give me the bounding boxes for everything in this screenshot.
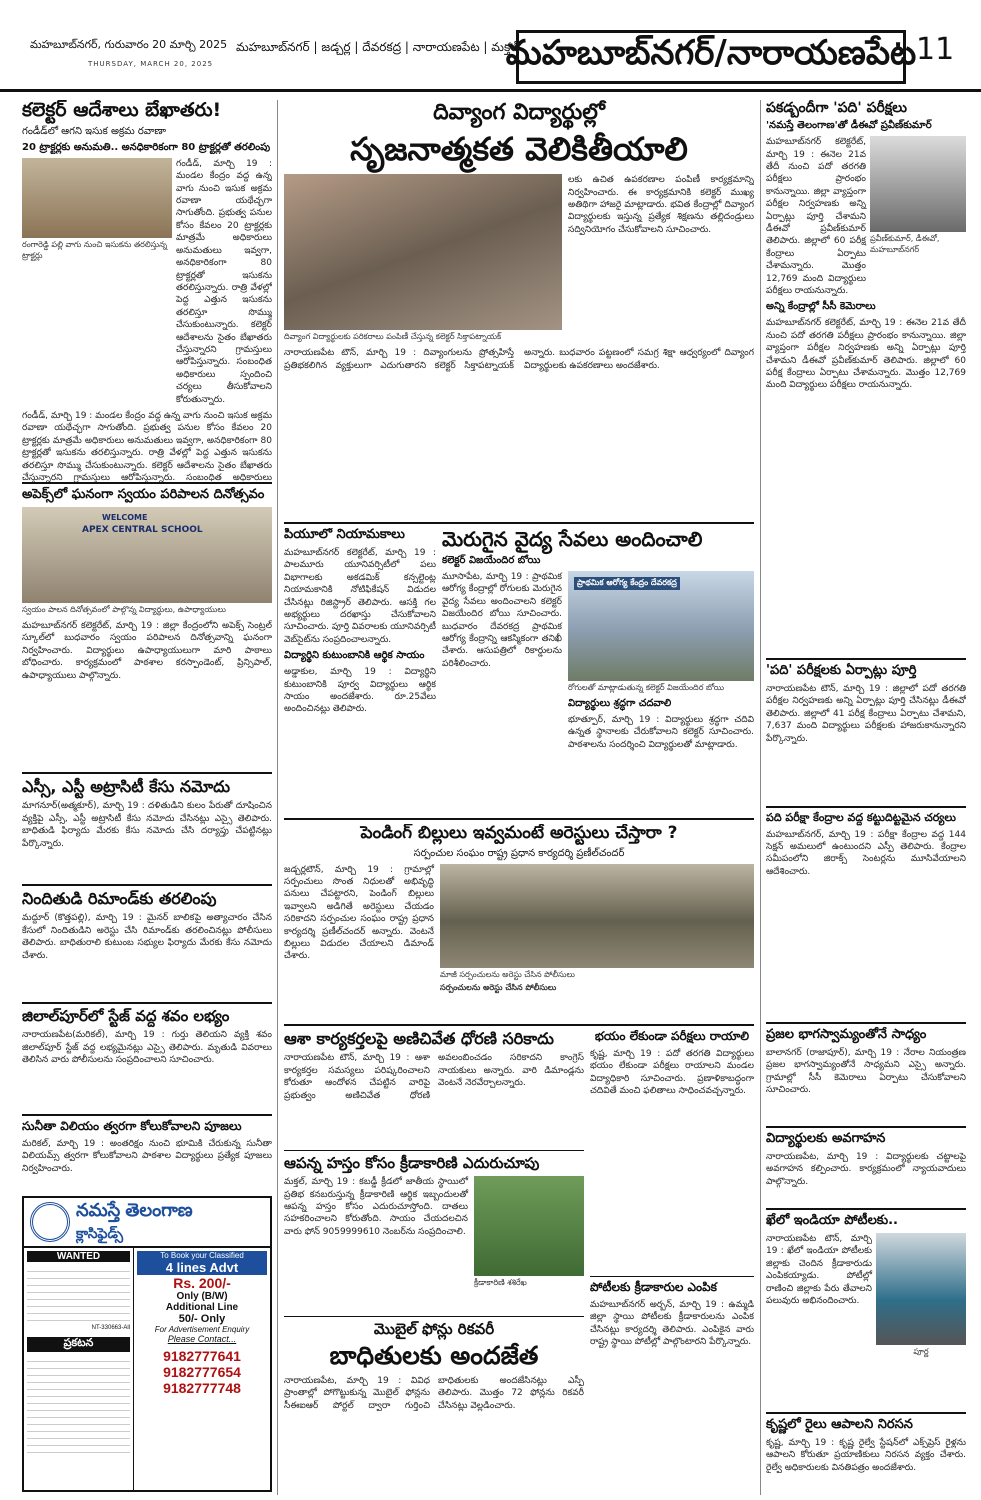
column-rule [277, 100, 278, 1495]
story-pending-bills [284, 824, 754, 1022]
tractor-photo [22, 158, 172, 238]
story-body: మహబూబ్‌నగర్ కలెక్టరేట్, మార్చి 19 : ఈనెల 21వ తేదీ నుంచి పదో తరగతి పరీక్షలు ప్రారంభం కానున్నాయి. జిల్లా వ్యాప్తంగా పరీక్షల నిర్వహణకు అన్ని ఏర్పాట్లు పూర్తి చేశామని డీఈవో ప్రవీణ్‌కుమార్ తెలిపారు. జిల్లాలో 60 పరీక్ష కేంద్రాలు ఏర్పాటు చేశామన్నారు. మొత్తం 12,769 మంది విద్యార్థులు పరీక్షలు రాయనున్నారు. [766, 318, 966, 391]
photo-caption: పూర్ణ [913, 1346, 929, 1356]
story-headline: సునీతా విలియం త్వరగా కోలుకోవాలని పూజలు [22, 1119, 242, 1133]
story-subhead: 20 ట్రాక్టర్లకు అనుమతి.. అనధికారికంగా 80 ట్రాక్టర్లతో తరలింపు [22, 141, 271, 153]
story-subhead: విద్యార్థిని కుటుంబానికి ఆర్థిక సాయం [284, 650, 425, 662]
story-body: మహబూబ్‌నగర్ కలెక్టరేట్, మార్చి 19 : జిల్లా కేంద్రంలోని అపెక్స్ సెంట్రల్ స్కూల్‌లో బుధవారం స్వయం పరిపాలన దినోత్సవాన్ని ఘనంగా నిర్వహించారు. విద్యార్థులు ఉపాధ్యాయులుగా మారి పాఠాలు బోధించారు. కార్యక్రమంలో పాఠశాల కరస్పాండెంట్, ప్రిన్సిపాల్, ఉపాధ్యాయులు పాల్గొన్నారు. [22, 620, 272, 681]
athlete-photo [474, 1176, 584, 1276]
story-headline: ఆపన్న హస్తం కోసం క్రీడాకారిణి ఎదురుచూపు [284, 1154, 540, 1172]
ad-brand: నమస్తే తెలంగాణ [76, 1199, 193, 1220]
ad-wanted-text [27, 1265, 130, 1325]
story-public-participation [766, 1022, 966, 1126]
ad-only: Only (B/W) [176, 1291, 228, 1302]
lead-body-right: లకు ఉచిత ఉపకరణాల పంపిణీ కార్యక్రమాన్ని నిర్వహించారు. ఈ కార్యక్రమానికి కలెక్టర్ ముఖ్య అతిథిగా హాజరై మాట్లాడారు. భవిత కేంద్రాల్లో దివ్యాంగ విద్యార్థులకు ఇస్తున్న ప్రత్యేక శిక్షణను తల్లిదండ్రులు సద్వినియోగం చేసుకోవాలని సూచించారు. [568, 175, 754, 235]
story-body: జడ్చర్లటౌన్, మార్చి 19 : గ్రామాల్లో సర్పంచులు సొంత నిధులతో అభివృద్ధి పనులు చేపట్టారని, పెండింగ్ బిల్లులు ఇవ్వాలని అడిగితే అరెస్టులు చేయడం సరికాదని సర్పంచుల సంఘం రాష్ట్ర ప్రధాన కార్యదర్శి ప్రణీల్‌చందర్ అన్నారు. వెంటనే బిల్లులు విడుదల చేయాలని డిమాండ్ చేశారు. [284, 864, 434, 962]
story-subhead: కలెక్టర్ విజయేందిర బోయి [442, 555, 541, 566]
dateline: మహబూబ్‌నగర్, గురువారం 20 మార్చి 2025 [30, 38, 228, 51]
story-medical-services [442, 528, 754, 818]
story-exam-security [766, 806, 966, 1022]
story-body: కృష్ణ, మార్చి 19 : కృష్ణ రైల్వే స్టేషన్‌లో ఎక్స్‌ప్రెస్ రైళ్లను ఆపాలని కోరుతూ ప్రయాణికులు నిరసన వ్యక్తం చేశారు. రైల్వే అధికారులకు వినతిపత్రం అందజేశారు. [766, 1437, 966, 1473]
story-collector-orders [22, 100, 272, 482]
classifieds-logo-icon [30, 1202, 70, 1242]
ad-lines: 4 lines Advt [137, 1260, 267, 1275]
story-body: నారాయణపేట టౌన్, మార్చి 19 : ఆశా కార్యకర్తల సమస్యలు పరిష్కరించాలని కోరుతూ ఆందోళన చేపట్టిన వారిపై ప్రభుత్వం అణిచివేత ధోరణి అవలంబించడం సరికాదని కాంగ్రెస్ నాయకులు అన్నారు. వారి డిమాండ్లను వెంటనే నెరవేర్చాలన్నారు. [284, 1053, 584, 1101]
section-divider [284, 818, 754, 820]
story-body-continued: గండీడ్, మార్చి 19 : మండల కేంద్రం వద్ద ఉన్న వాగు నుంచి ఇసుక అక్రమ రవాణా యథేచ్ఛగా సాగుతోంది. ప్రభుత్వ పనుల కోసం కేవలం 20 ట్రాక్టర్లకు మాత్రమే అధికారులు అనుమతులు ఇవ్వగా, అనధికారికంగా 80 ట్రాక్టర్లతో ఇసుకను తరలిస్తున్నారు. రాత్రి వేళల్లో పెద్ద ఎత్తున ఇసుకను తరలిస్తూ సొమ్ము చేసుకుంటున్నారు. కలెక్టర్ ఆదేశాలను సైతం బేఖాతరు చేస్తున్నారని గ్రామస్తులు ఆరోపిస్తున్నారు. సంబంధిత అధికారులు [22, 410, 272, 482]
story-headline: ఖేలో ఇండియా పోటీలకు.. [766, 1213, 898, 1228]
photo-caption: సర్పంచులను అరెస్టు చేసిన పోలీసులు [440, 982, 557, 992]
photo-caption: రోగులతో మాట్లాడుతున్న కలెక్టర్ విజయేందిర బోయి [568, 683, 725, 692]
story-subhead: విద్యార్థులు శ్రద్ధగా చదవాలి [568, 698, 672, 709]
clinic-sign: ప్రాథమిక ఆరోగ్య కేంద్రం దేవరకద్ర [574, 577, 680, 590]
story-headline: పకడ్బందీగా 'పది' పరీక్షలు [766, 100, 907, 116]
ad-phone: 9182777748 [163, 1380, 241, 1396]
story-headline: పెండింగ్ బిల్లులు ఇవ్వమంటే అరెస్టులు చేస్తారా ? [360, 824, 678, 843]
story-headline: కృష్ణలో రైలు ఆపాలని నిరసన [766, 1417, 913, 1432]
story-body: నారాయణపేట(మరికల్), మార్చి 19 : గుర్తు తెలియని వ్యక్తి శవం జిలాల్‌పూర్ స్టేజ్ వద్ద లభ్యమైనట్లు ఎస్సై తెలిపారు. మృతుడి వివరాలు తెలిసిన వారు పోలీసులను సంప్రదించాలని సూచించారు. [22, 1030, 272, 1066]
school-group-photo [22, 507, 272, 603]
story-pu-appointments [284, 528, 436, 818]
story-remand [22, 884, 272, 1002]
story-body: మూసాపేట, మార్చి 19 : ప్రాథమిక ఆరోగ్య కేంద్రాల్లో రోగులకు మెరుగైన వైద్య సేవలు అందించాలని కలెక్టర్ విజయేందిర బోయి సూచించారు. బుధవారం దేవరకద్ర ప్రాథమిక ఆరోగ్య కేంద్రాన్ని ఆకస్మికంగా తనిఖీ చేశారు. ఆసుపత్రిలో రికార్డులను పరిశీలించారు. [442, 572, 562, 669]
story-body: మహబూబ్‌నగర్ కలెక్టరేట్, మార్చి 19 : పాలమూరు యూనివర్సిటీలో పలు విభాగాలకు అకడమిక్ కన్సల్టెంట్ల నియామకానికి నోటిఫికేషన్ విడుదల చేసినట్లు రిజిస్ట్రార్ తెలిపారు. ఆసక్తి గల అభ్యర్థులు దరఖాస్తు చేసుకోవాలని సూచించారు. పూర్తి వివరాలకు యూనివర్సిటీ వెబ్‌సైట్‌ను సంప్రదించాలన్నారు. [284, 547, 436, 645]
story-student-awareness [766, 1126, 966, 1208]
ad-reference: NT-330663-All [91, 1325, 130, 1331]
story-headline: విద్యార్థులకు అవగాహన [766, 1131, 886, 1146]
story-headline: మెరుగైన వైద్య సేవలు అందించాలి [442, 528, 703, 551]
story-ssc-exams [766, 100, 966, 656]
lead-kicker: దివ్యాంగ విద్యార్థుల్లో [433, 100, 605, 125]
lead-body: నారాయణపేట టౌన్, మార్చి 19 : దివ్యాంగులను ప్రోత్సహిస్తే ప్రతిభకలిగిన వ్యక్తులుగా ఎదుగుతారని కలెక్టర్ సిక్తాపట్నాయక్ అన్నారు. బుధవారం పట్టణంలో సమగ్ర శిక్షా ఆధ్వర్యంలో దివ్యాంగ విద్యార్థులకు ఉపకరణాలు అందజేశారు. [284, 348, 754, 371]
story-body: నారాయణపేట టౌన్, మార్చి 19 : జిల్లాలో పదో తరగతి పరీక్షల నిర్వహణకు అన్ని ఏర్పాట్లు పూర్తి చేసినట్లు డీఈవో తెలిపారు. జిల్లాలో 41 పరీక్ష కేంద్రాలు ఏర్పాటు చేశామని, 7,637 మంది విద్యార్థులు పరీక్షలకు హాజరుకానున్నారని పేర్కొన్నారు. [766, 683, 966, 744]
story-headline: ఆశా కార్యకర్తలపై అణిచివేత ధోరణి సరికాదు [284, 1030, 554, 1048]
story-headline: పోటీలకు క్రీడాకారుల ఎంపిక [590, 1280, 717, 1294]
story-headline: జిలాల్‌పూర్‌లో స్టేజ్ వద్ద శవం లభ్యం [22, 1007, 230, 1025]
ad-brand-sub: క్లాసిఫైడ్స్ [76, 1224, 124, 1241]
story-body: బాలానగర్ (రాజాపూర్), మార్చి 19 : నేరాల నియంత్రణ ప్రజల భాగస్వామ్యంతోనే సాధ్యమని ఎస్సై అన్నారు. గ్రామాల్లో సీసీ కెమెరాలు ఏర్పాటు చేసుకోవాలని సూచించారు. [766, 1047, 966, 1096]
ad-phone: 9182777654 [163, 1364, 241, 1380]
story-body: మహబూబ్‌నగర్, మార్చి 19 : పరీక్షా కేంద్రాల వద్ద 144 సెక్షన్ అమలులో ఉంటుందని ఎస్పీ తెలిపారు. కేంద్రాల సమీపంలోని జిరాక్స్ సెంటర్లను మూసివేయాలని ఆదేశించారు. [766, 829, 966, 877]
photo-caption: ప్రవీణ్‌కుమార్, డీఈవో, మహబూబ్‌నగర్ [870, 234, 940, 255]
story-sports-selection [590, 1276, 754, 1492]
photo-caption: రంగారెడ్డి పల్లి వాగు నుంచి ఇసుకను తరలిస్తున్న ట్రాక్టర్లు [22, 239, 168, 260]
story-exam-prep [590, 1030, 754, 1276]
story-body: మద్దూర్ (కొత్తపల్లి), మార్చి 19 : మైనర్ బాలికపై అత్యాచారం చేసిన కేసులో నిందితుడిని అరెస్టు చేసి రిమాండ్‌కు తరలించినట్లు పోలీసులు తెలిపారు. బాధితురాలి కుటుంబ సభ్యుల ఫిర్యాదు మేరకు కేసు నమోదు చేశారు. [22, 913, 272, 961]
story-subhead: గండీడ్‌లో ఆగని ఇసుక అక్రమ రవాణా [22, 125, 166, 137]
ad-contact: Please Contact... [167, 1334, 237, 1344]
story-body: మరికల్, మార్చి 19 : అంతరిక్షం నుంచి భూమికి చేరుకున్న సునీతా విలియమ్స్ త్వరగా కోలుకోవాలని పాఠశాల విద్యార్థులు ప్రత్యేక పూజలు నిర్వహించారు. [22, 1138, 272, 1174]
story-ssc-arrangements [766, 658, 966, 806]
story-apex-school [22, 482, 272, 772]
story-subhead: 'నమస్తే తెలంగాణ'తో డీఈవో ప్రవీణ్‌కుమార్ [766, 120, 932, 132]
photo-caption: క్రీడాకారిణి శశిరేఖ [474, 1278, 527, 1288]
section-title: మహబూబ్‌నగర్/నారాయణపేట [516, 30, 906, 84]
story-body: భూత్పూర్, మార్చి 19 : విద్యార్థులు శ్రద్ధగా చదివి ఉన్నత స్థానాలకు చేరుకోవాలని కలెక్టర్ సూచించారు. పాఠశాలను సందర్శించి విద్యార్థులతో మాట్లాడారు. [568, 715, 754, 750]
story-body: నారాయణపేట, మార్చి 19 : వివిధ ప్రాంతాల్లో పోగొట్టుకున్న మొబైల్ ఫోన్లను సీఈఐఆర్ పోర్టల్ ద్వారా గుర్తించి బాధితులకు అందజేసినట్లు ఎస్పీ తెలిపారు. మొత్తం 72 ఫోన్లను రికవరీ చేసినట్లు వెల్లడించారు. [284, 1376, 584, 1411]
deo-portrait [870, 136, 966, 232]
story-headline: అపెక్స్‌లో ఘనంగా స్వయం పరిపాలన దినోత్సవం [22, 487, 265, 502]
story-body: నారాయణపేట, మార్చి 19 : విద్యార్థులకు చట్టాలపై అవగాహన కల్పించారు. కార్యక్రమంలో న్యాయవాదులు పాల్గొన్నారు. [766, 1151, 966, 1187]
clinic-photo [568, 571, 754, 681]
ad-notice-label: ప్రకటన [27, 1337, 130, 1352]
story-headline: కలెక్టర్ ఆదేశాలు బేఖాతరు! [22, 100, 222, 121]
section-divider [284, 522, 754, 524]
story-headline: నిందితుడి రిమాండ్‌కు తరలింపు [22, 889, 217, 908]
story-headline: 'పది' పరీక్షలకు ఏర్పాట్లు పూర్తి [766, 663, 917, 678]
column-rule [760, 100, 761, 1495]
ad-book-label: To Book your Classified [137, 1251, 267, 1260]
page-number: 11 [916, 32, 955, 67]
ad-notice-text [27, 1355, 130, 1455]
story-khelo-india [766, 1208, 966, 1412]
photo-caption: స్వయం పాలన దినోత్సవంలో పాల్గొన్న విద్యార్థులు, ఉపాధ్యాయులు [22, 604, 226, 614]
lead-story [284, 100, 754, 520]
story-body: నారాయణపేట టౌన్, మార్చి 19 : ఖేలో ఇండియా పోటీలకు జిల్లాకు చెందిన క్రీడాకారుడు ఎంపికయ్యాడు. పోటీల్లో రాణించి జిల్లాకు పేరు తేవాలని పలువురు అభినందించారు. [766, 1233, 872, 1306]
lead-photo [284, 174, 562, 330]
masthead [0, 0, 981, 92]
ad-price: Rs. 200/- [173, 1275, 231, 1291]
story-body: మాగనూర్(అత్మకూర్), మార్చి 19 : దళితుడిని కులం పేరుతో దూషించిన వ్యక్తిపై ఎస్సీ, ఎస్టీ అట్రాసిటీ కేసు నమోదు చేసినట్లు ఎస్సై తెలిపారు. బాధితుడి ఫిర్యాదు మేరకు కేసు నమోదు చేసి దర్యాప్తు చేపట్టినట్లు పేర్కొన్నారు. [22, 801, 272, 849]
story-headline: భయం లేకుండా పరీక్షలు రాయాలి [594, 1030, 750, 1043]
ad-wanted-label: WANTED [27, 1251, 130, 1262]
classifieds-ad [22, 1196, 272, 1492]
story-headline: పీయూలో నియామకాలు [284, 528, 405, 542]
khelo-athlete-photo [876, 1233, 966, 1345]
ad-enquiry: For Advertisement Enquiry [154, 1325, 250, 1334]
story-body: మహబూబ్‌నగర్ అర్బన్, మార్చి 19 : ఉమ్మడి జిల్లా స్థాయి పోటీలకు క్రీడాకారులను ఎంపిక చేసినట్లు కార్యదర్శి తెలిపారు. ఎంపికైన వారు రాష్ట్ర స్థాయి పోటీల్లో పాల్గొంటారని పేర్కొన్నారు. [590, 1299, 754, 1348]
story-subhead: సర్పంచుల సంఘం రాష్ట్ర ప్రధాన కార్యదర్శి ప్రణీల్‌చందర్ [413, 847, 625, 859]
story-sunita-prayers [22, 1114, 272, 1190]
story-atrocity-case [22, 772, 272, 884]
section-divider [284, 1024, 754, 1026]
story-kicker: మొబైల్ ఫోన్లు రికవరీ [373, 1320, 495, 1338]
story-mobile-recovery [284, 1316, 584, 1492]
story-athlete-help [284, 1150, 584, 1312]
lead-headline: సృజనాత్మకత వెలికితీయాలి [350, 130, 688, 169]
arrest-photo [440, 864, 754, 968]
story-body: మక్తల్, మార్చి 19 : కబడ్డీ క్రీడలో జాతీయ స్థాయిలో ప్రతిభ కనబరుస్తున్న క్రీడాకారిణి ఆర్థిక ఇబ్బందులతో ఆపన్న హస్తం కోసం ఎదురుచూస్తోంది. దాతలు సహకరించాలని కోరుతోంది. సాయం చేయదలచిన వారు ఫోన్ 9059999610 నెంబర్‌ను సంప్రదించాలి. [284, 1177, 468, 1237]
story-headline: బాధితులకు అందజేత [329, 1341, 539, 1371]
story-body: మహబూబ్‌నగర్ కలెక్టరేట్, మార్చి 19 : ఈనెల 21వ తేదీ నుంచి పదో తరగతి పరీక్షలు ప్రారంభం కానున్నాయి. జిల్లా వ్యాప్తంగా పరీక్షల నిర్వహణకు అన్ని ఏర్పాట్లు పూర్తి చేశామని డీఈవో ప్రవీణ్‌కుమార్ తెలిపారు. జిల్లాలో 60 పరీక్ష కేంద్రాలు ఏర్పాటు చేశామన్నారు. మొత్తం 12,769 మంది విద్యార్థులు పరీక్షలు రాయనున్నారు. [766, 137, 866, 296]
dateline-english: THURSDAY, MARCH 20, 2025 [88, 60, 214, 68]
banner-school-name: APEX CENTRAL SCHOOL [82, 524, 203, 535]
story-body: గండీడ్, మార్చి 19 : మండల కేంద్రం వద్ద ఉన్న వాగు నుంచి ఇసుక అక్రమ రవాణా యథేచ్ఛగా సాగుతోంది. ప్రభుత్వ పనుల కోసం కేవలం 20 ట్రాక్టర్లకు మాత్రమే అధికారులు అనుమతులు ఇవ్వగా, అనధికారికంగా 80 ట్రాక్టర్లతో ఇసుకను తరలిస్తున్నారు. రాత్రి వేళల్లో పెద్ద ఎత్తున ఇసుకను తరలిస్తూ సొమ్ము చేసుకుంటున్నారు. కలెక్టర్ ఆదేశాలను సైతం బేఖాతరు చేస్తున్నారని గ్రామస్తులు ఆరోపిస్తున్నారు. సంబంధిత అధికారులు స్పందించి చర్యలు తీసుకోవాలని కోరుతున్నారు. [176, 158, 272, 405]
ad-fifty: 50/- Only [178, 1313, 226, 1325]
story-headline: పది పరీక్షా కేంద్రాల వద్ద కట్టుదిట్టమైన చర్యలు [766, 811, 956, 824]
story-headline: ఎస్సీ, ఎస్టీ అట్రాసిటీ కేసు నమోదు [22, 777, 230, 796]
story-asha-workers [284, 1030, 584, 1150]
story-body: కృష్ణ, మార్చి 19 : పదో తరగతి విద్యార్థులు భయం లేకుండా పరీక్షలు రాయాలని మండల విద్యాధికారి సూచించారు. ప్రణాళికాబద్ధంగా చదివితే మంచి ఫలితాలు సాధించవచ్చన్నారు. [590, 1048, 754, 1097]
story-headline: ప్రజల భాగస్వామ్యంతోనే సాధ్యం [766, 1027, 927, 1042]
ad-additional: Additional Line [165, 1302, 239, 1313]
story-body: అడ్డాకుల, మార్చి 19 : విద్యార్థిని కుటుంబానికి పూర్వ విద్యార్థులు ఆర్థిక సాయం అందజేశారు. రూ.25వేలు అందించినట్లు తెలిపారు. [284, 667, 436, 715]
story-subhead: అన్ని కేంద్రాల్లో సీసీ కెమెరాలు [766, 301, 876, 313]
photo-caption: మాజీ సర్పంచులను అరెస్టు చేసిన పోలీసులు [440, 969, 575, 979]
story-body-found [22, 1002, 272, 1114]
ad-phone: 9182777641 [163, 1348, 241, 1364]
story-train-protest [766, 1412, 966, 1492]
photo-caption: దివ్యాంగ విద్యార్థులకు పరికరాలు పంపిణీ చేస్తున్న కలెక్టర్ సిక్తాపట్నాయక్ [284, 332, 502, 342]
banner-welcome: WELCOME [102, 512, 148, 522]
edition-towns: మహబూబ్‌నగర్ | జడ్చర్ల | దేవరకద్ర | నారాయణపేట | మక్తల్ [236, 40, 519, 54]
